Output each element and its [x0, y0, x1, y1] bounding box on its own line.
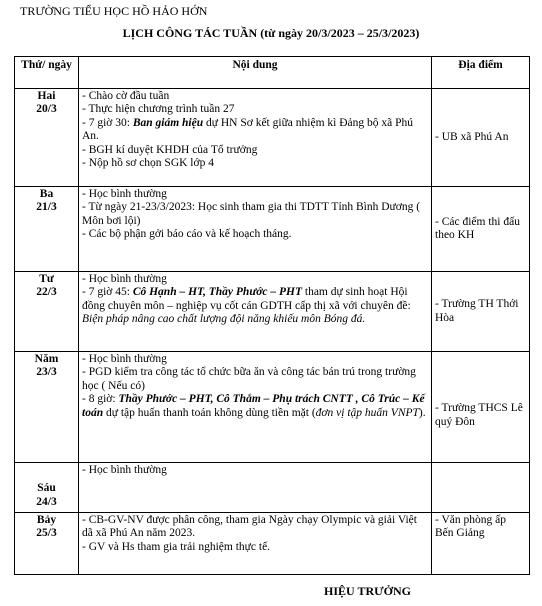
- header-content: Nội dung: [79, 57, 432, 89]
- signature-label: HIỆU TRƯỞNG: [324, 584, 412, 598]
- place-cell: - Trường TH Thới Hòa: [432, 272, 530, 352]
- day-cell: [15, 187, 79, 272]
- content-item: - CB-GV-NV được phân công, tham gia Ngày chạy Olympic và giải Việt dã xã Phú An năm 2023.: [82, 514, 417, 540]
- table-row: [15, 463, 530, 513]
- content-cell: [79, 187, 432, 272]
- content-item: - Học bình thường: [82, 273, 167, 285]
- table-row: [15, 272, 530, 352]
- day-name: Sáu: [37, 482, 56, 495]
- content-item: - Học bình thường: [82, 188, 167, 200]
- day-cell: [15, 463, 79, 513]
- day-name: Tư: [39, 273, 54, 285]
- day-cell: [15, 352, 79, 463]
- content-item: - Học bình thường: [82, 353, 167, 365]
- day-cell: [15, 272, 79, 352]
- place-cell: - Văn phòng ấp Bến Giảng: [432, 513, 530, 575]
- day-name: Hai: [37, 90, 56, 102]
- day-cell: [15, 89, 79, 187]
- day-name: Ba: [39, 188, 54, 200]
- day-name: Năm: [34, 353, 59, 365]
- day-date: 20/3: [36, 103, 57, 116]
- content-item: - PGD kiểm tra công tác tổ chức bữa ăn và công tác bán trú trong trường học ( Nếu có): [82, 366, 416, 392]
- day-date: 25/3: [36, 527, 57, 540]
- header-place: Địa điểm: [432, 57, 530, 89]
- school-name: TRƯỜNG TIỂU HỌC HỒ HẢO HỚN: [20, 4, 208, 18]
- content-item: - Các bộ phận gởi báo cáo và kế hoạch tháng.: [82, 228, 292, 241]
- header-day: Thứ/ ngày: [15, 57, 79, 89]
- day-date: 23/3: [36, 366, 57, 379]
- day-name: Bảy: [36, 514, 57, 526]
- place-cell: - Các điểm thi đấu theo KH: [432, 187, 530, 272]
- day-date: 22/3: [36, 286, 57, 299]
- content-item: - Từ ngày 21-23/3/2023: Học sinh tham gia thi TDTT Tỉnh Bình Dương ( Môn bơi lội): [82, 201, 421, 227]
- place-cell: - UB xã Phú An: [432, 89, 530, 187]
- content-item: - Học bình thường: [82, 464, 167, 476]
- place-cell: [432, 463, 530, 513]
- day-cell: [15, 513, 79, 575]
- day-date: 21/3: [36, 201, 57, 214]
- table-row: [15, 89, 530, 187]
- content-item: - Chào cờ đầu tuần: [82, 90, 170, 102]
- place-cell: - Trường THCS Lê quý Đôn: [432, 352, 530, 463]
- table-row: [15, 187, 530, 272]
- content-item: - 7 giờ 30: Ban giám hiệu dự HN Sơ kết giữa nhiệm kì Đảng bộ xã Phú An.: [82, 116, 413, 143]
- table-header-row: [15, 57, 530, 89]
- content-cell: [79, 463, 432, 513]
- content-cell: [79, 272, 432, 352]
- content-item: - GV và Hs tham gia trải nghiệm thực tế.: [82, 540, 271, 553]
- content-item: - Nộp hồ sơ chọn SGK lớp 4: [82, 157, 214, 170]
- content-item: - Thực hiện chương trình tuần 27: [82, 103, 235, 116]
- content-cell: [79, 352, 432, 463]
- table-row: [15, 513, 530, 575]
- day-date: 24/3: [36, 495, 57, 508]
- page-title: LỊCH CÔNG TÁC TUẦN (từ ngày 20/3/2023 – 25/3/2023): [122, 26, 420, 40]
- schedule-table: [14, 56, 530, 575]
- content-item: - 8 giờ: Thầy Phước – PHT, Cô Thắm – Phụ trách CNTT , Cô Trúc – Kế toán dự tập huấn thanh toán không dùng tiền mặt (đơn vị tập huấn VNPT).: [82, 393, 426, 419]
- content-item: - BGH kí duyệt KHDH của Tổ trưởng: [82, 143, 258, 156]
- table-row: [15, 352, 530, 463]
- content-cell: [79, 89, 432, 187]
- content-cell: [79, 513, 432, 575]
- content-item: - 7 giờ 45: Cô Hạnh – HT, Thầy Phước – PHT tham dự sinh hoạt Hội đồng chuyên môn – nghiệp vụ cốt cán GDTH cấp thị xã với chuyên đề: Biện pháp nâng cao chất lượng đội năng khiếu môn Bóng đá.: [82, 286, 411, 326]
